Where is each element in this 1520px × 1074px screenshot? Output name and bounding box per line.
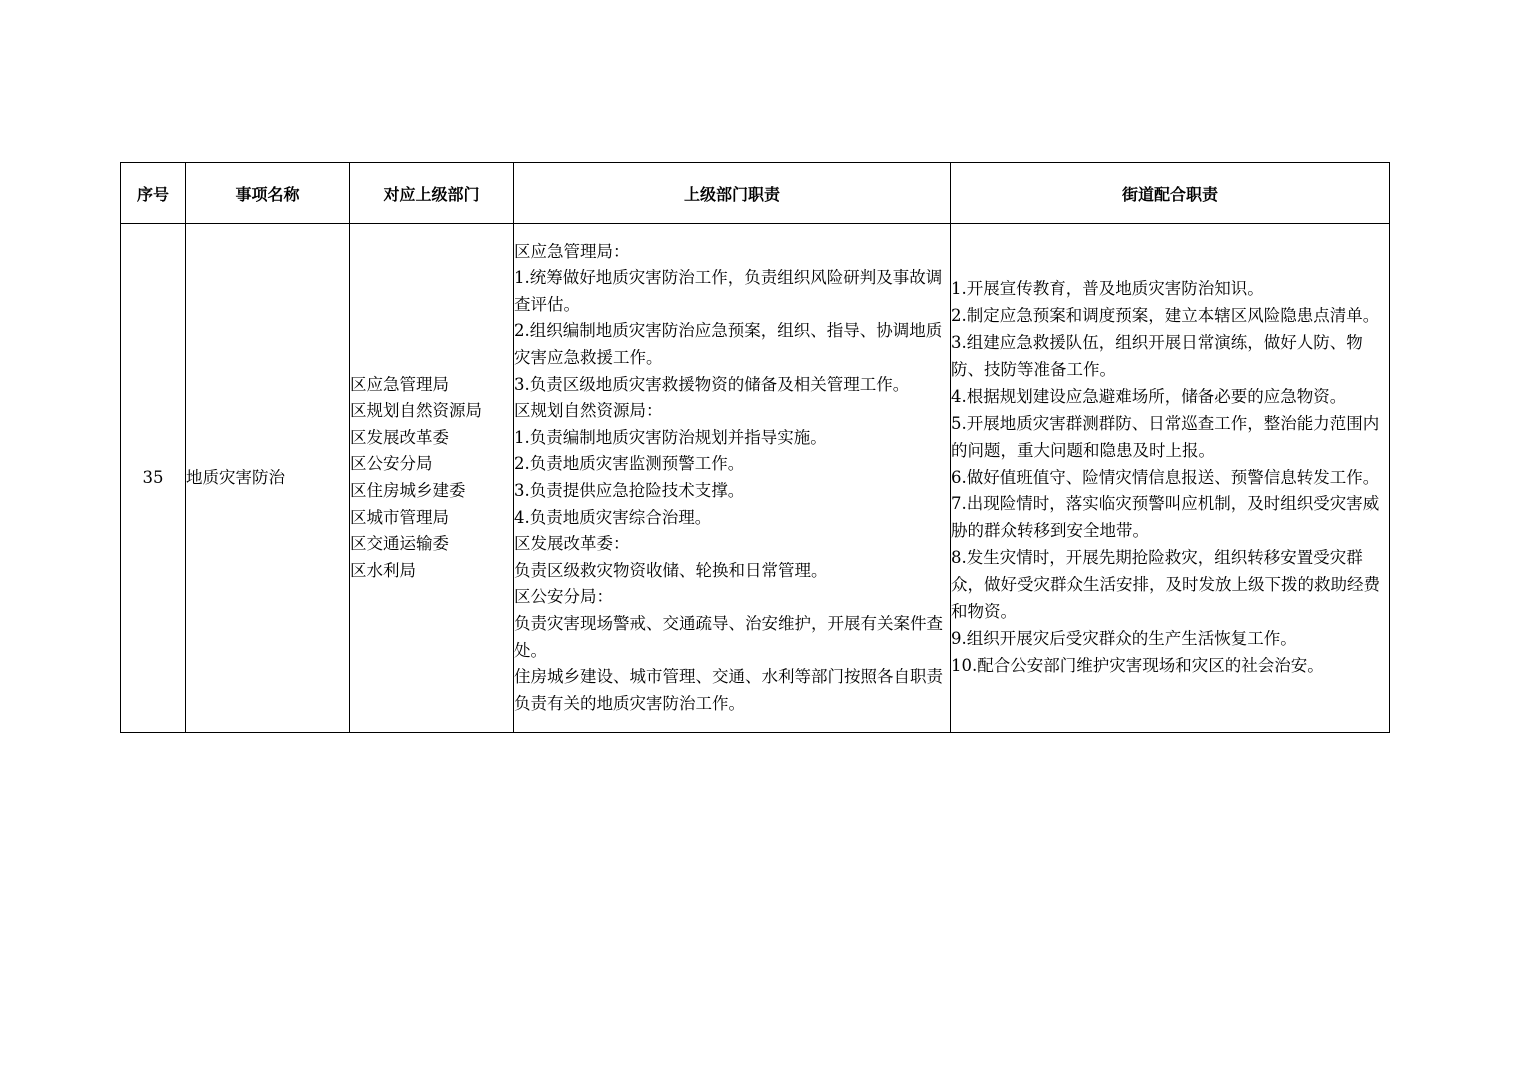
table-row xyxy=(121,224,1390,733)
upper-duty-line: 3.负责提供应急抢险技术支撑。 xyxy=(514,481,745,500)
street-duty-line: 2.制定应急预案和调度预案，建立本辖区风险隐患点清单。 xyxy=(951,306,1380,326)
street-duty-line: 10.配合公安部门维护灾害现场和灾区的社会治安。 xyxy=(951,655,1324,675)
street-duty-line: 6.做好值班值守、险情灾情信息报送、预警信息转发工作。 xyxy=(951,467,1380,487)
header-upper-duties: 上级部门职责 xyxy=(514,163,951,224)
street-duty-line: 5.开展地质灾害群测群防、日常巡查工作，整治能力范围内的问题，重大问题和隐患及时上报。 xyxy=(951,413,1380,460)
upper-duty-line: 区应急管理局： xyxy=(514,241,630,261)
header-row xyxy=(121,163,1390,224)
row-upper-duties xyxy=(514,224,951,733)
department-item: 区城市管理局 xyxy=(350,507,449,527)
upper-duty-line: 1.统筹做好地质灾害防治工作，负责组织风险研判及事故调查评估。 xyxy=(514,268,943,314)
upper-duty-line: 负责区级救灾物资收储、轮换和日常管理。 xyxy=(514,560,828,580)
row-departments xyxy=(350,224,514,733)
header-street-duties: 街道配合职责 xyxy=(951,163,1390,224)
department-item: 区交通运输委 xyxy=(350,534,449,554)
street-duty-line: 8.发生灾情时，开展先期抢险救灾，组织转移安置受灾群众，做好受灾群众生活安排，及时发放上级下拨的救助经费和物资。 xyxy=(951,548,1380,622)
row-item-name: 地质灾害防治 xyxy=(186,224,350,733)
upper-duty-line: 住房城乡建设、城市管理、交通、水利等部门按照各自职责负责有关的地质灾害防治工作。 xyxy=(514,667,943,713)
street-duty-line: 9.组织开展灾后受灾群众的生产生活恢复工作。 xyxy=(951,628,1297,648)
upper-duty-line: 区发展改革委： xyxy=(514,534,630,554)
street-duty-line: 7.出现险情时，落实临灾预警叫应机制，及时组织受灾害威胁的群众转移到安全地带。 xyxy=(951,494,1380,541)
row-street-duties xyxy=(951,224,1390,733)
upper-duty-line: 1.负责编制地质灾害防治规划并指导实施。 xyxy=(514,427,827,447)
row-seq: 35 xyxy=(121,224,186,733)
upper-duty-line: 区公安分局： xyxy=(514,587,613,607)
header-seq: 序号 xyxy=(121,163,186,224)
department-item: 区水利局 xyxy=(350,560,416,580)
upper-duty-line: 3.负责区级地质灾害救援物资的储备及相关管理工作。 xyxy=(514,374,910,394)
duty-table xyxy=(120,162,1390,733)
department-item: 区住房城乡建委 xyxy=(350,481,466,500)
upper-duty-line: 2.负责地质灾害监测预警工作。 xyxy=(514,454,745,474)
upper-duty-line: 负责灾害现场警戒、交通疏导、治安维护，开展有关案件查处。 xyxy=(514,613,943,660)
department-item: 区规划自然资源局 xyxy=(350,401,482,421)
header-item-name: 事项名称 xyxy=(186,163,350,224)
street-duty-line: 3.组建应急救援队伍，组织开展日常演练，做好人防、物防、技防等准备工作。 xyxy=(951,333,1363,379)
upper-duty-line: 4.负责地质灾害综合治理。 xyxy=(514,507,712,527)
department-item: 区应急管理局 xyxy=(350,374,449,394)
street-duty-line: 4.根据规划建设应急避难场所，储备必要的应急物资。 xyxy=(951,386,1347,406)
upper-duty-line: 区规划自然资源局： xyxy=(514,401,663,421)
department-item: 区公安分局 xyxy=(350,454,433,474)
upper-duty-line: 2.组织编制地质灾害防治应急预案，组织、指导、协调地质灾害应急救援工作。 xyxy=(514,321,943,368)
street-duty-line: 1.开展宣传教育，普及地质灾害防治知识。 xyxy=(951,279,1264,299)
header-department: 对应上级部门 xyxy=(350,163,514,224)
department-item: 区发展改革委 xyxy=(350,427,449,447)
